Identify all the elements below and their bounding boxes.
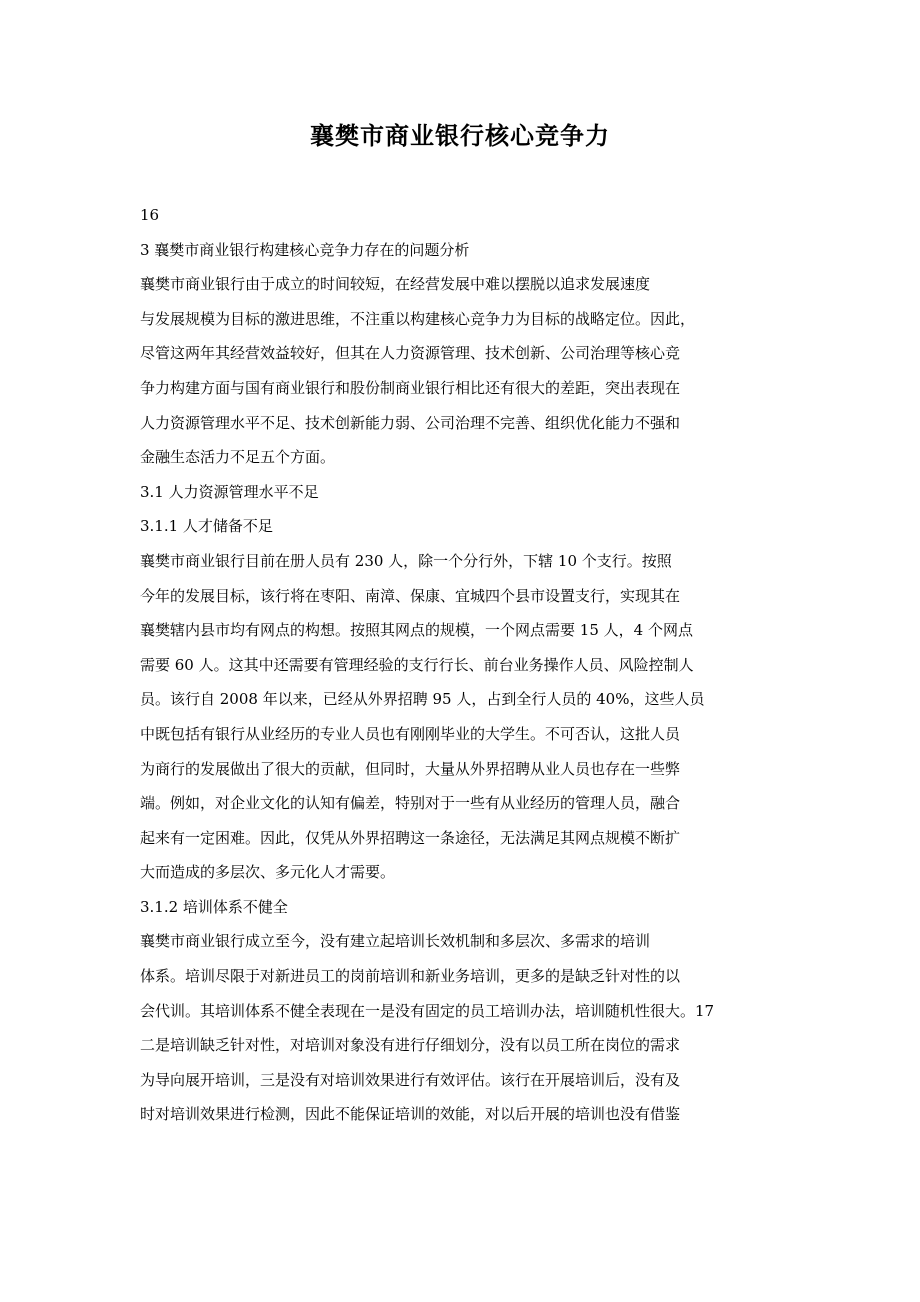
paragraph-line: 端。例如，对企业文化的认知有偏差，特别对于一些有从业经历的管理人员，融合: [140, 794, 681, 813]
document-title: 襄樊市商业银行核心竞争力: [310, 121, 610, 150]
paragraph-line: 起来有一定困难。因此，仅凭从外界招聘这一条途径，无法满足其网点规模不断扩: [140, 828, 681, 847]
section-heading: 3 襄樊市商业银行构建核心竞争力存在的问题分析: [140, 240, 470, 259]
paragraph-line: 为商行的发展做出了很大的贡献，但同时，大量从外界招聘从业人员也存在一些弊: [140, 759, 681, 778]
paragraph-line: 二是培训缺乏针对性，对培训对象没有进行仔细划分，没有以员工所在岗位的需求: [140, 1036, 681, 1055]
paragraph-line: 中既包括有银行从业经历的专业人员也有刚刚毕业的大学生。不可否认，这批人员: [140, 724, 681, 743]
paragraph-line: 金融生态活力不足五个方面。: [140, 448, 336, 467]
subsubsection-heading: 3.1.1 人才储备不足: [140, 517, 273, 536]
subsection-heading: 3.1 人力资源管理水平不足: [140, 482, 319, 501]
paragraph-line: 会代训。其培训体系不健全表现在一是没有固定的员工培训办法，培训随机性很大。17: [140, 1001, 715, 1020]
paragraph-line: 为导向展开培训，三是没有对培训效果进行有效评估。该行在开展培训后，没有及: [140, 1070, 681, 1089]
subsubsection-heading: 3.1.2 培训体系不健全: [140, 897, 288, 916]
paragraph-line: 襄樊市商业银行由于成立的时间较短，在经营发展中难以摆脱以追求发展速度: [140, 275, 651, 294]
paragraph-line: 时对培训效果进行检测，因此不能保证培训的效能，对以后开展的培训也没有借鉴: [140, 1105, 681, 1124]
paragraph-line: 与发展规模为目标的激进思维，不注重以构建核心竞争力为目标的战略定位。因此，: [140, 309, 696, 328]
paragraph-line: 需要 60 人。这其中还需要有管理经验的支行行长、前台业务操作人员、风险控制人: [140, 655, 694, 674]
paragraph-line: 今年的发展目标，该行将在枣阳、南漳、保康、宜城四个县市设置支行，实现其在: [140, 586, 681, 605]
paragraph-line: 人力资源管理水平不足、技术创新能力弱、公司治理不完善、组织优化能力不强和: [140, 413, 681, 432]
paragraph-line: 大而造成的多层次、多元化人才需要。: [140, 863, 396, 882]
page-number-line: 16: [140, 206, 160, 224]
paragraph-line: 襄樊市商业银行目前在册人员有 230 人，除一个分行外，下辖 10 个支行。按照: [140, 551, 672, 570]
paragraph-line: 体系。培训尽限于对新进员工的岗前培训和新业务培训，更多的是缺乏针对性的以: [140, 967, 681, 986]
document-body: [140, 198, 780, 1132]
paragraph-line: 尽管这两年其经营效益较好，但其在人力资源管理、技术创新、公司治理等核心竞: [140, 344, 681, 363]
paragraph-line: 襄樊辖内县市均有网点的构想。按照其网点的规模，一个网点需要 15 人，4 个网点: [140, 621, 693, 640]
paragraph-line: 争力构建方面与国有商业银行和股份制商业银行相比还有很大的差距，突出表现在: [140, 378, 681, 397]
paragraph-line: 襄樊市商业银行成立至今，没有建立起培训长效机制和多层次、多需求的培训: [140, 932, 651, 951]
paragraph-line: 员。该行自 2008 年以来，已经从外界招聘 95 人，占到全行人员的 40%，这些人员: [140, 690, 705, 709]
